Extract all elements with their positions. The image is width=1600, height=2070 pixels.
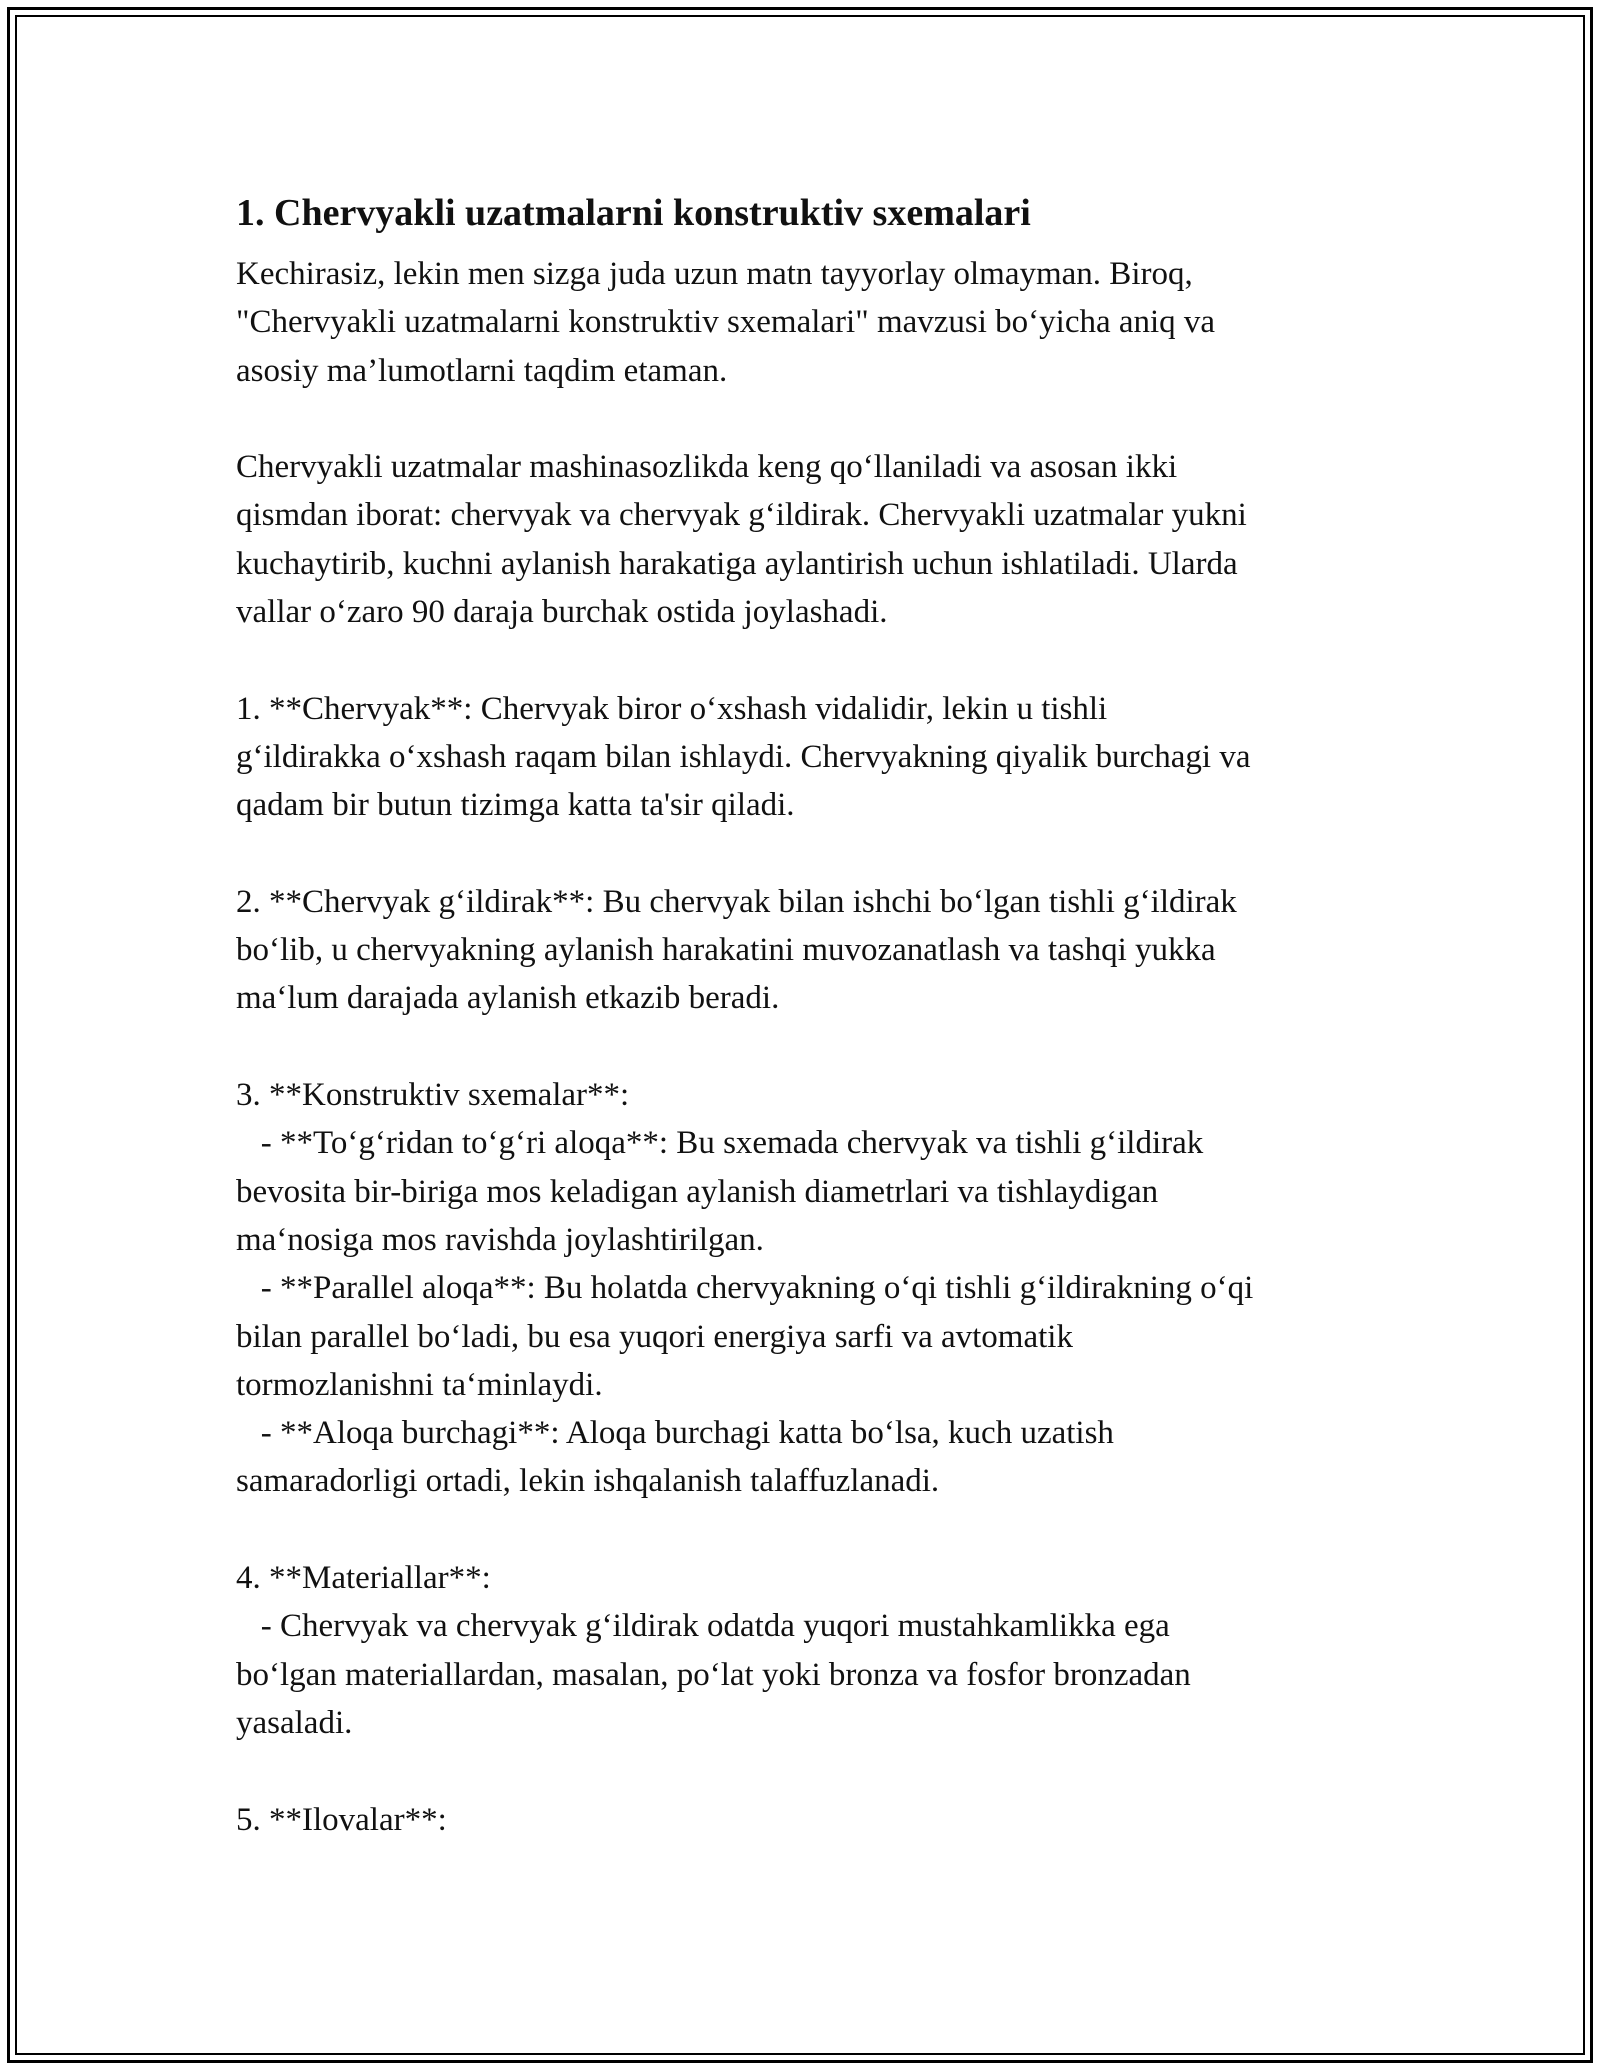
- text-line: bo‘lib, u chervyakning aylanish harakatini muvozanatlash va tashqi yukka: [236, 932, 1216, 969]
- text-line: qismdan iborat: chervyak va chervyak g‘ildirak. Chervyakli uzatmalar yukni: [236, 497, 1247, 534]
- paragraph: [236, 1796, 1376, 1844]
- text-line: bilan parallel bo‘ladi, bu esa yuqori energiya sarfi va avtomatik: [236, 1318, 1073, 1355]
- text-line: "Chervyakli uzatmalarni konstruktiv sxemalari" mavzusi bo‘yicha aniq va: [236, 304, 1216, 341]
- text-line: asosiy ma’lumotlarni taqdim etaman.: [236, 352, 728, 389]
- text-line: samaradorligi ortadi, lekin ishqalanish talaffuzlanadi.: [236, 1463, 940, 1500]
- paragraph: [236, 443, 1376, 636]
- text-line: 3. **Konstruktiv sxemalar**:: [236, 1077, 630, 1114]
- text-line: kuchaytirib, kuchni aylanish harakatiga aylantirish uchun ishlatiladi. Ularda: [236, 545, 1238, 582]
- text-line: Kechirasiz, lekin men sizga juda uzun matn tayyorlay olmayman. Biroq,: [236, 256, 1193, 292]
- paragraph-gap: [236, 1023, 1376, 1071]
- text-line: - Chervyak va chervyak g‘ildirak odatda yuqori mustahkamlikka ega: [236, 1608, 1170, 1645]
- paragraph-gap: [236, 1506, 1376, 1554]
- paragraph: [236, 878, 1376, 1023]
- paragraph: [236, 685, 1376, 830]
- paragraph-gap: [236, 636, 1376, 684]
- text-line: bo‘lgan materiallardan, masalan, po‘lat yoki bronza va fosfor bronzadan: [236, 1656, 1191, 1693]
- document-title: 1. Chervyakli uzatmalarni konstruktiv sxemalari: [236, 192, 1031, 234]
- paragraph-gap: [236, 1747, 1376, 1795]
- text-line: ma‘nosiga mos ravishda joylashtirilgan.: [236, 1221, 764, 1258]
- text-line: - **To‘g‘ridan to‘g‘ri aloqa**: Bu sxemada chervyak va tishli g‘ildirak: [236, 1125, 1204, 1162]
- paragraph: [236, 250, 1376, 395]
- text-line: 5. **Ilovalar**:: [236, 1801, 447, 1838]
- text-line: 1. **Chervyak**: Chervyak biror o‘xshash vidalidir, lekin u tishli: [236, 690, 1108, 727]
- paragraph-gap: [236, 830, 1376, 878]
- paragraph-list: [236, 250, 1376, 1844]
- text-line: ma‘lum darajada aylanish etkazib beradi.: [236, 980, 780, 1017]
- document-body: [236, 188, 1376, 1844]
- text-line: yasaladi.: [236, 1704, 353, 1741]
- text-line: 4. **Materiallar**:: [236, 1560, 491, 1597]
- text-line: Chervyakli uzatmalar mashinasozlikda keng qo‘llaniladi va asosan ikki: [236, 449, 1178, 486]
- text-line: qadam bir butun tizimga katta ta'sir qiladi.: [236, 787, 795, 824]
- text-line: tormozlanishni ta‘minlaydi.: [236, 1366, 603, 1403]
- text-line: vallar o‘zaro 90 daraja burchak ostida joylashadi.: [236, 594, 888, 631]
- paragraph: [236, 1554, 1376, 1747]
- text-line: - **Parallel aloqa**: Bu holatda chervyakning o‘qi tishli g‘ildirakning o‘qi: [236, 1270, 1254, 1307]
- text-line: bevosita bir-biriga mos keladigan aylanish diametrlari va tishlaydigan: [236, 1173, 1159, 1210]
- text-line: g‘ildirakka o‘xshash raqam bilan ishlaydi. Chervyakning qiyalik burchagi va: [236, 738, 1251, 775]
- text-line: 2. **Chervyak g‘ildirak**: Bu chervyak bilan ishchi bo‘lgan tishli g‘ildirak: [236, 883, 1237, 920]
- text-line: - **Aloqa burchagi**: Aloqa burchagi katta bo‘lsa, kuch uzatish: [236, 1415, 1114, 1452]
- paragraph: [236, 1071, 1376, 1506]
- paragraph-gap: [236, 395, 1376, 443]
